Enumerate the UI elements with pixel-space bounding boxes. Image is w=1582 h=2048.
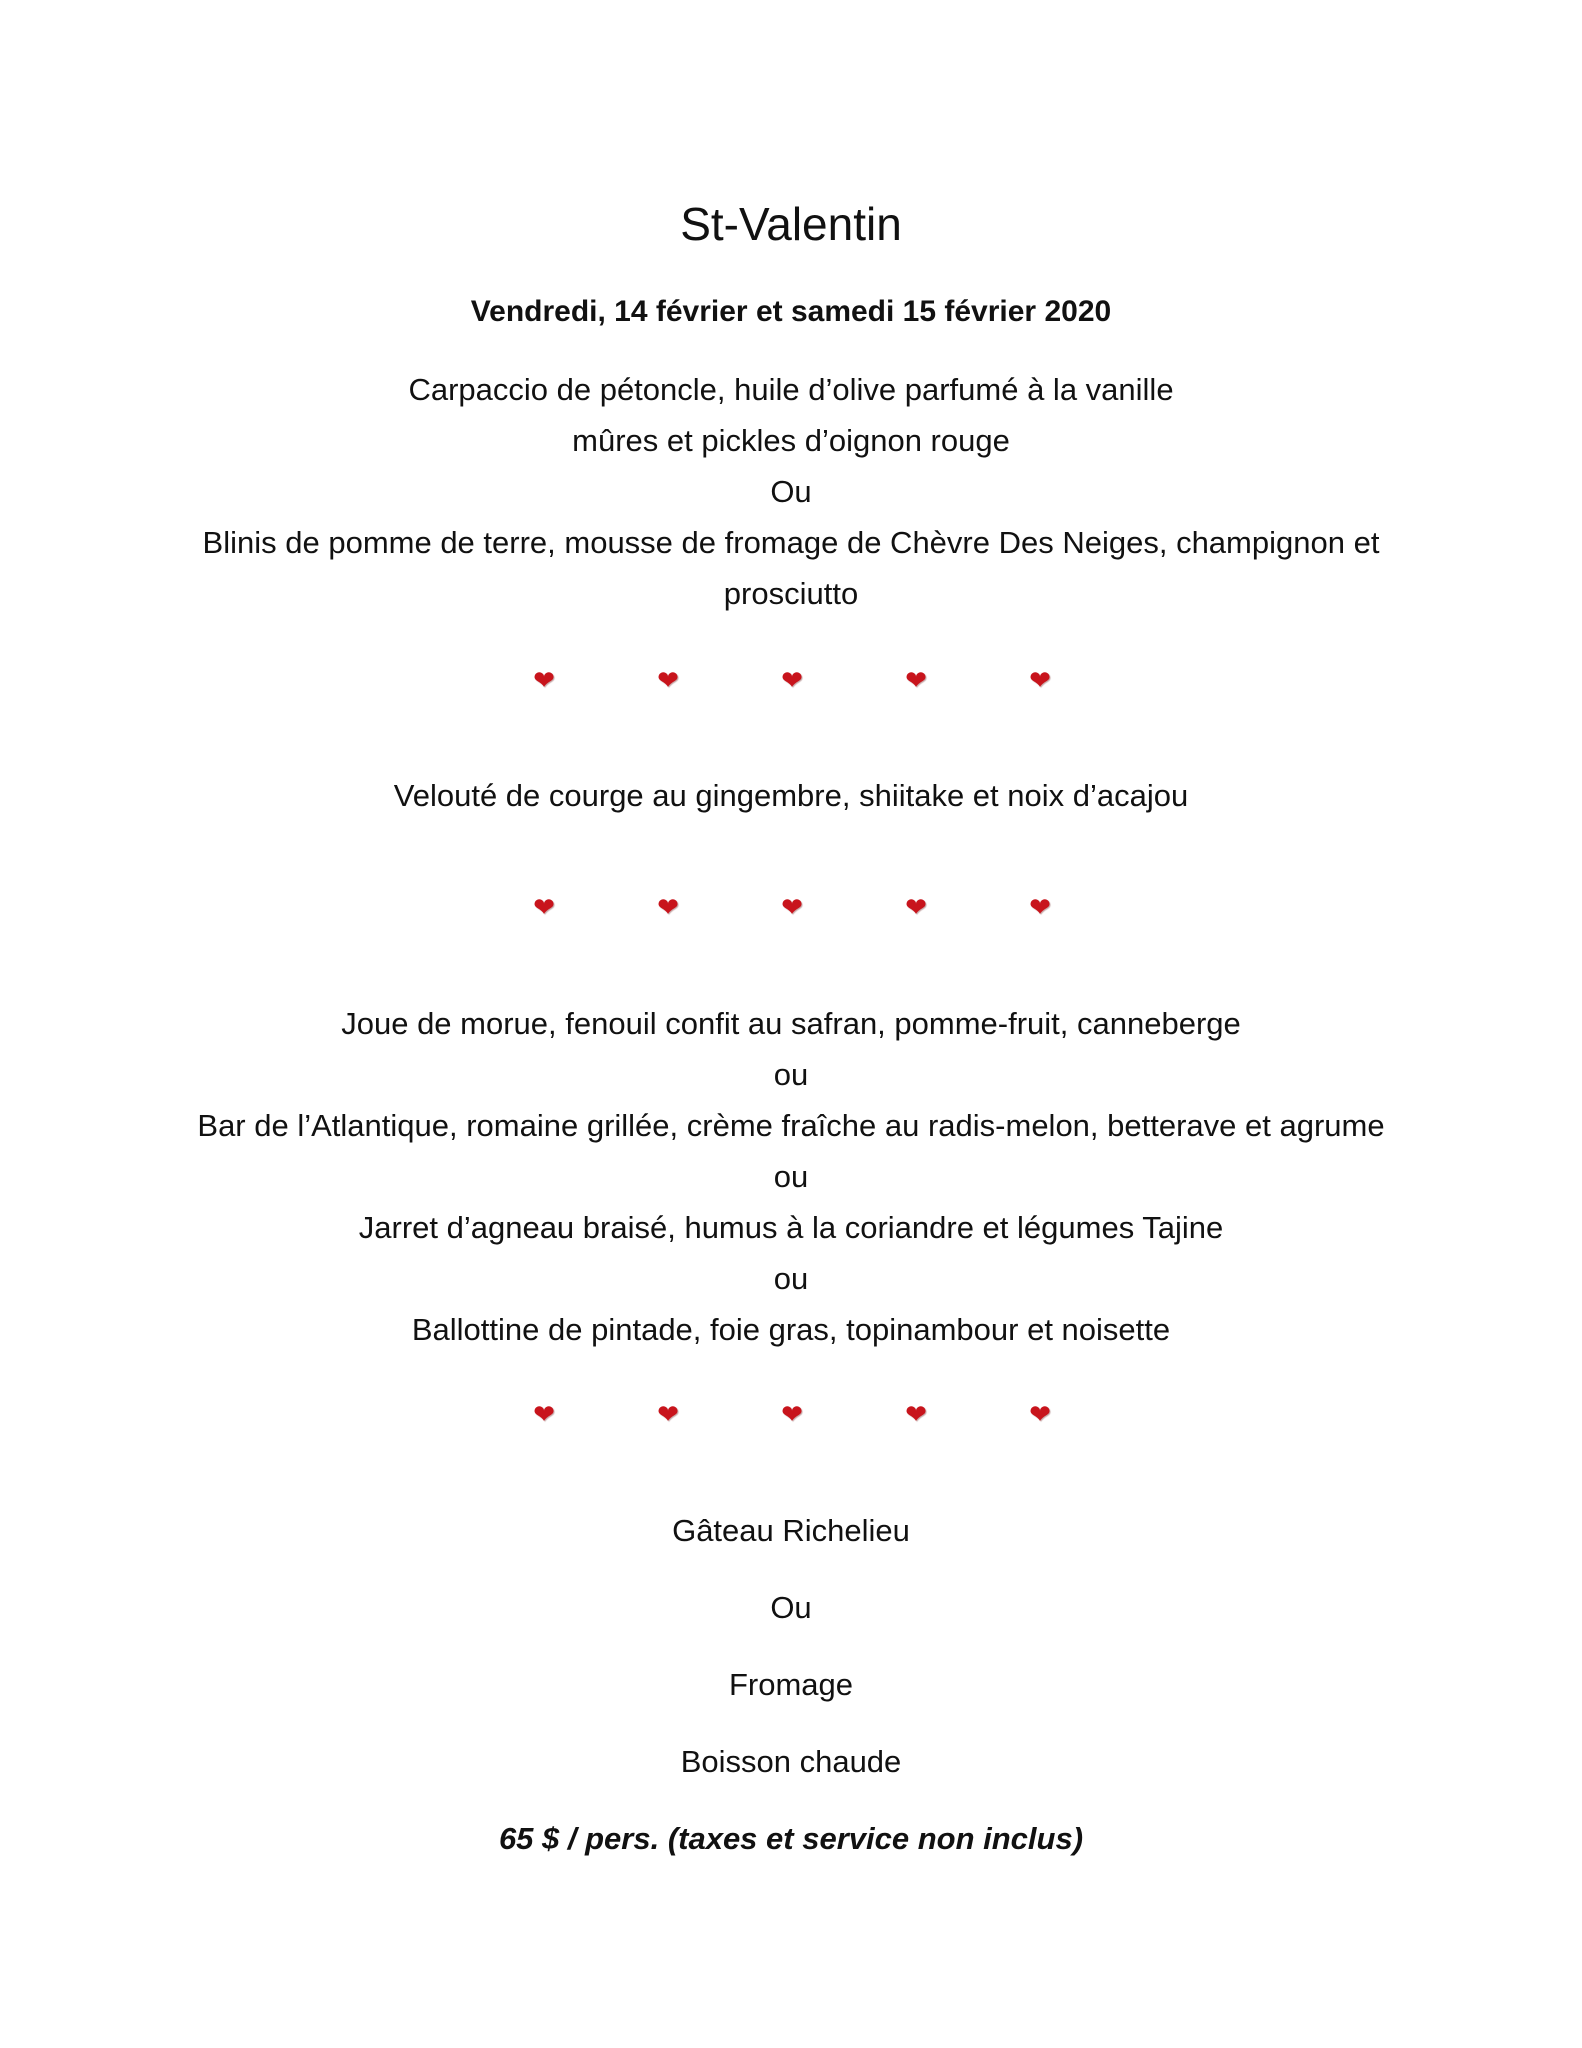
- heart-icon: ❤: [905, 1399, 927, 1429]
- heart-icon: ❤: [781, 1399, 803, 1429]
- entree-option-2-line-1: Blinis de pomme de terre, mousse de fromage de Chèvre Des Neiges, champignon et: [202, 525, 1380, 560]
- heart-icon: ❤: [781, 892, 803, 922]
- heart-icon: ❤: [657, 892, 679, 922]
- heart-icon: ❤: [1029, 1399, 1051, 1429]
- page-title: St-Valentin: [680, 198, 902, 250]
- main-or-2: ou: [773, 1159, 809, 1194]
- heart-separator-2: [0, 894, 1582, 924]
- dessert-option-1: Gâteau Richelieu: [672, 1513, 910, 1548]
- menu-dates: Vendredi, 14 février et samedi 15 février 2020: [470, 295, 1112, 328]
- menu-price: 65 $ / pers. (taxes et service non inclus): [498, 1821, 1084, 1856]
- heart-icon: ❤: [533, 892, 555, 922]
- heart-icon: ❤: [905, 665, 927, 695]
- heart-icon: ❤: [657, 665, 679, 695]
- main-option-4: Ballottine de pintade, foie gras, topinambour et noisette: [411, 1312, 1171, 1347]
- soup-item: Velouté de courge au gingembre, shiitake et noix d’acajou: [393, 778, 1189, 813]
- entree-option-1-line-2: mûres et pickles d’oignon rouge: [572, 423, 1010, 458]
- heart-separator-3: [0, 1401, 1582, 1431]
- dessert-option-2: Fromage: [728, 1667, 854, 1702]
- main-option-3: Jarret d’agneau braisé, humus à la coriandre et légumes Tajine: [358, 1210, 1224, 1245]
- heart-icon: ❤: [657, 1399, 679, 1429]
- entree-option-1-line-1: Carpaccio de pétoncle, huile d’olive parfumé à la vanille: [408, 372, 1174, 407]
- entree-or: Ou: [770, 474, 812, 509]
- heart-icon: ❤: [1029, 892, 1051, 922]
- dessert-or: Ou: [770, 1590, 812, 1625]
- heart-separator-1: [0, 667, 1582, 697]
- main-or-3: ou: [773, 1261, 809, 1296]
- heart-icon: ❤: [533, 1399, 555, 1429]
- entree-option-2-line-2: prosciutto: [723, 576, 859, 611]
- heart-icon: ❤: [533, 665, 555, 695]
- main-option-1: Joue de morue, fenouil confit au safran, pomme-fruit, canneberge: [341, 1006, 1241, 1041]
- hot-drink: Boisson chaude: [680, 1744, 902, 1779]
- heart-icon: ❤: [781, 665, 803, 695]
- heart-icon: ❤: [1029, 665, 1051, 695]
- main-option-2: Bar de l’Atlantique, romaine grillée, crème fraîche au radis-melon, betterave et agrume: [197, 1108, 1385, 1143]
- main-or-1: ou: [773, 1057, 809, 1092]
- heart-icon: ❤: [905, 892, 927, 922]
